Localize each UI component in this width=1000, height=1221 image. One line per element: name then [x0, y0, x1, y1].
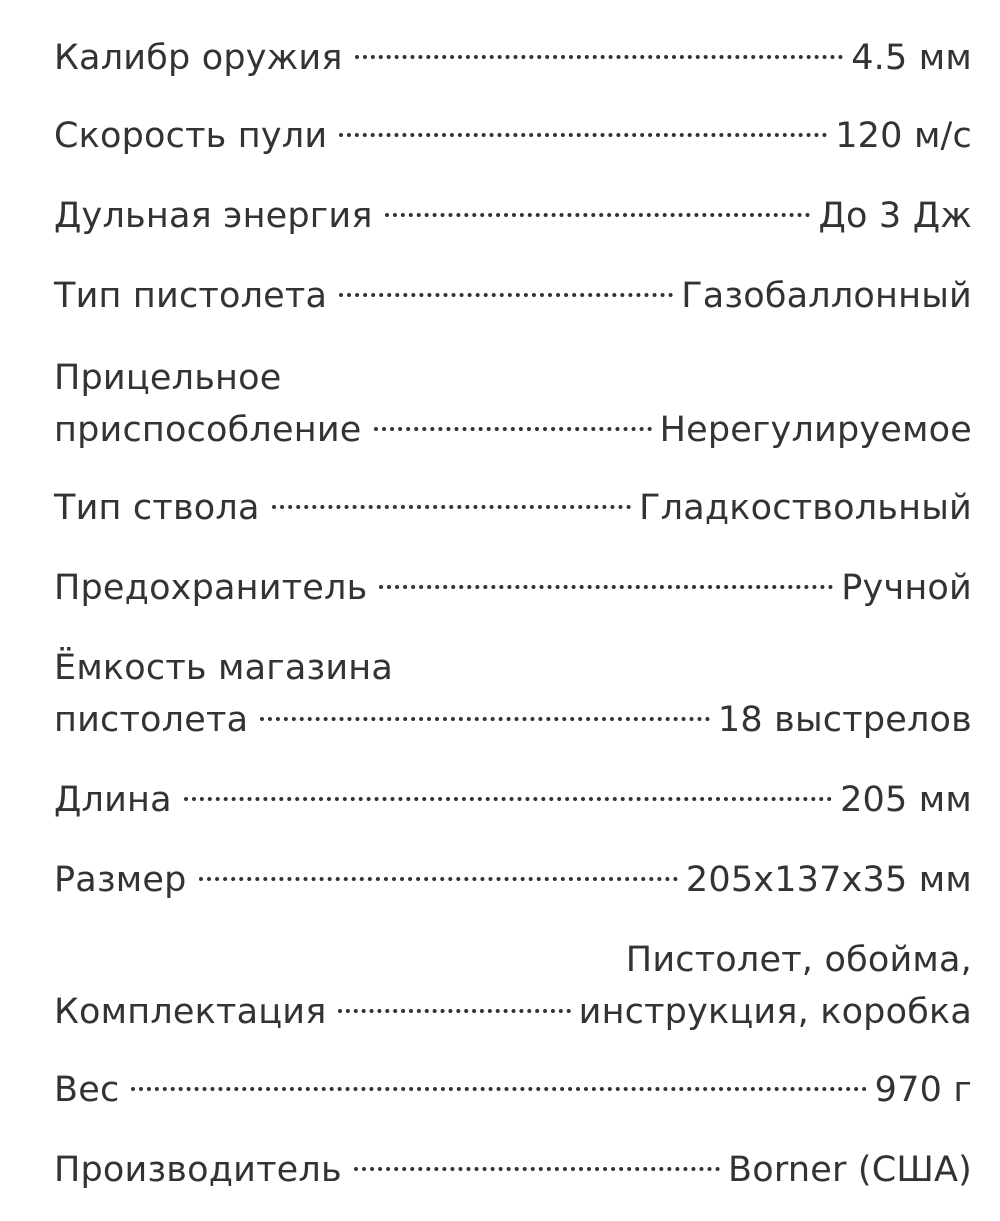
spec-row-bullet-speed: [54, 110, 972, 162]
spec-value-line2: инструкция, коробка: [578, 992, 972, 1032]
spec-value-line1: Пистолет, обойма,: [625, 940, 972, 980]
dot-leader: [131, 1087, 866, 1091]
spec-row-magazine-capacity: [54, 642, 972, 746]
spec-label: Размер: [54, 860, 187, 900]
spec-row-safety: [54, 562, 972, 614]
spec-value: 970 г: [874, 1070, 972, 1110]
spec-label: Тип пистолета: [54, 276, 328, 316]
spec-row-weight: [54, 1064, 972, 1116]
spec-row-barrel-type: [54, 482, 972, 534]
dot-leader: [199, 877, 678, 881]
spec-label-line1: Ёмкость магазина: [54, 648, 394, 688]
dot-leader: [385, 213, 811, 217]
spec-value: Гладкоствольный: [639, 488, 972, 528]
dot-leader: [354, 1167, 720, 1171]
spec-label: Комплектация: [54, 992, 327, 1032]
dot-leader: [339, 293, 673, 297]
spec-label: Предохранитель: [54, 568, 368, 608]
spec-value: 205 мм: [840, 780, 972, 820]
spec-row-package: [54, 934, 972, 1038]
spec-label: Тип ствола: [54, 488, 260, 528]
spec-value: 205х137х35 мм: [685, 860, 972, 900]
spec-label-line2: приспособление: [54, 410, 362, 450]
spec-row-manufacturer: [54, 1144, 972, 1196]
spec-value: Нерегулируемое: [659, 410, 972, 450]
dot-leader: [374, 427, 652, 431]
spec-label: Скорость пули: [54, 116, 328, 156]
spec-row-length: [54, 774, 972, 826]
dot-leader: [338, 1009, 570, 1013]
spec-label: Дульная энергия: [54, 196, 373, 236]
spec-value: Ручной: [841, 568, 972, 608]
spec-row-sight: [54, 352, 972, 456]
spec-value: 4.5 мм: [851, 38, 972, 78]
dot-leader: [272, 505, 632, 509]
spec-label: Длина: [54, 780, 172, 820]
spec-row-muzzle-energy: [54, 190, 972, 242]
spec-label: Производитель: [54, 1150, 342, 1190]
spec-label: Калибр оружия: [54, 38, 343, 78]
spec-row-caliber: [54, 32, 972, 84]
spec-value: 18 выстрелов: [717, 700, 972, 740]
dot-leader: [260, 717, 710, 721]
spec-value: Borner (США): [728, 1150, 972, 1190]
spec-label-line1: Прицельное: [54, 358, 282, 398]
dot-leader: [355, 55, 844, 59]
dot-leader: [379, 585, 833, 589]
spec-row-pistol-type: [54, 270, 972, 322]
dot-leader: [184, 797, 832, 801]
spec-value: 120 м/с: [835, 116, 972, 156]
dot-leader: [339, 133, 827, 137]
spec-label-line2: пистолета: [54, 700, 249, 740]
spec-row-size: [54, 854, 972, 906]
spec-label: Вес: [54, 1070, 120, 1110]
spec-value: До 3 Дж: [818, 196, 972, 236]
spec-value: Газобаллонный: [681, 276, 972, 316]
